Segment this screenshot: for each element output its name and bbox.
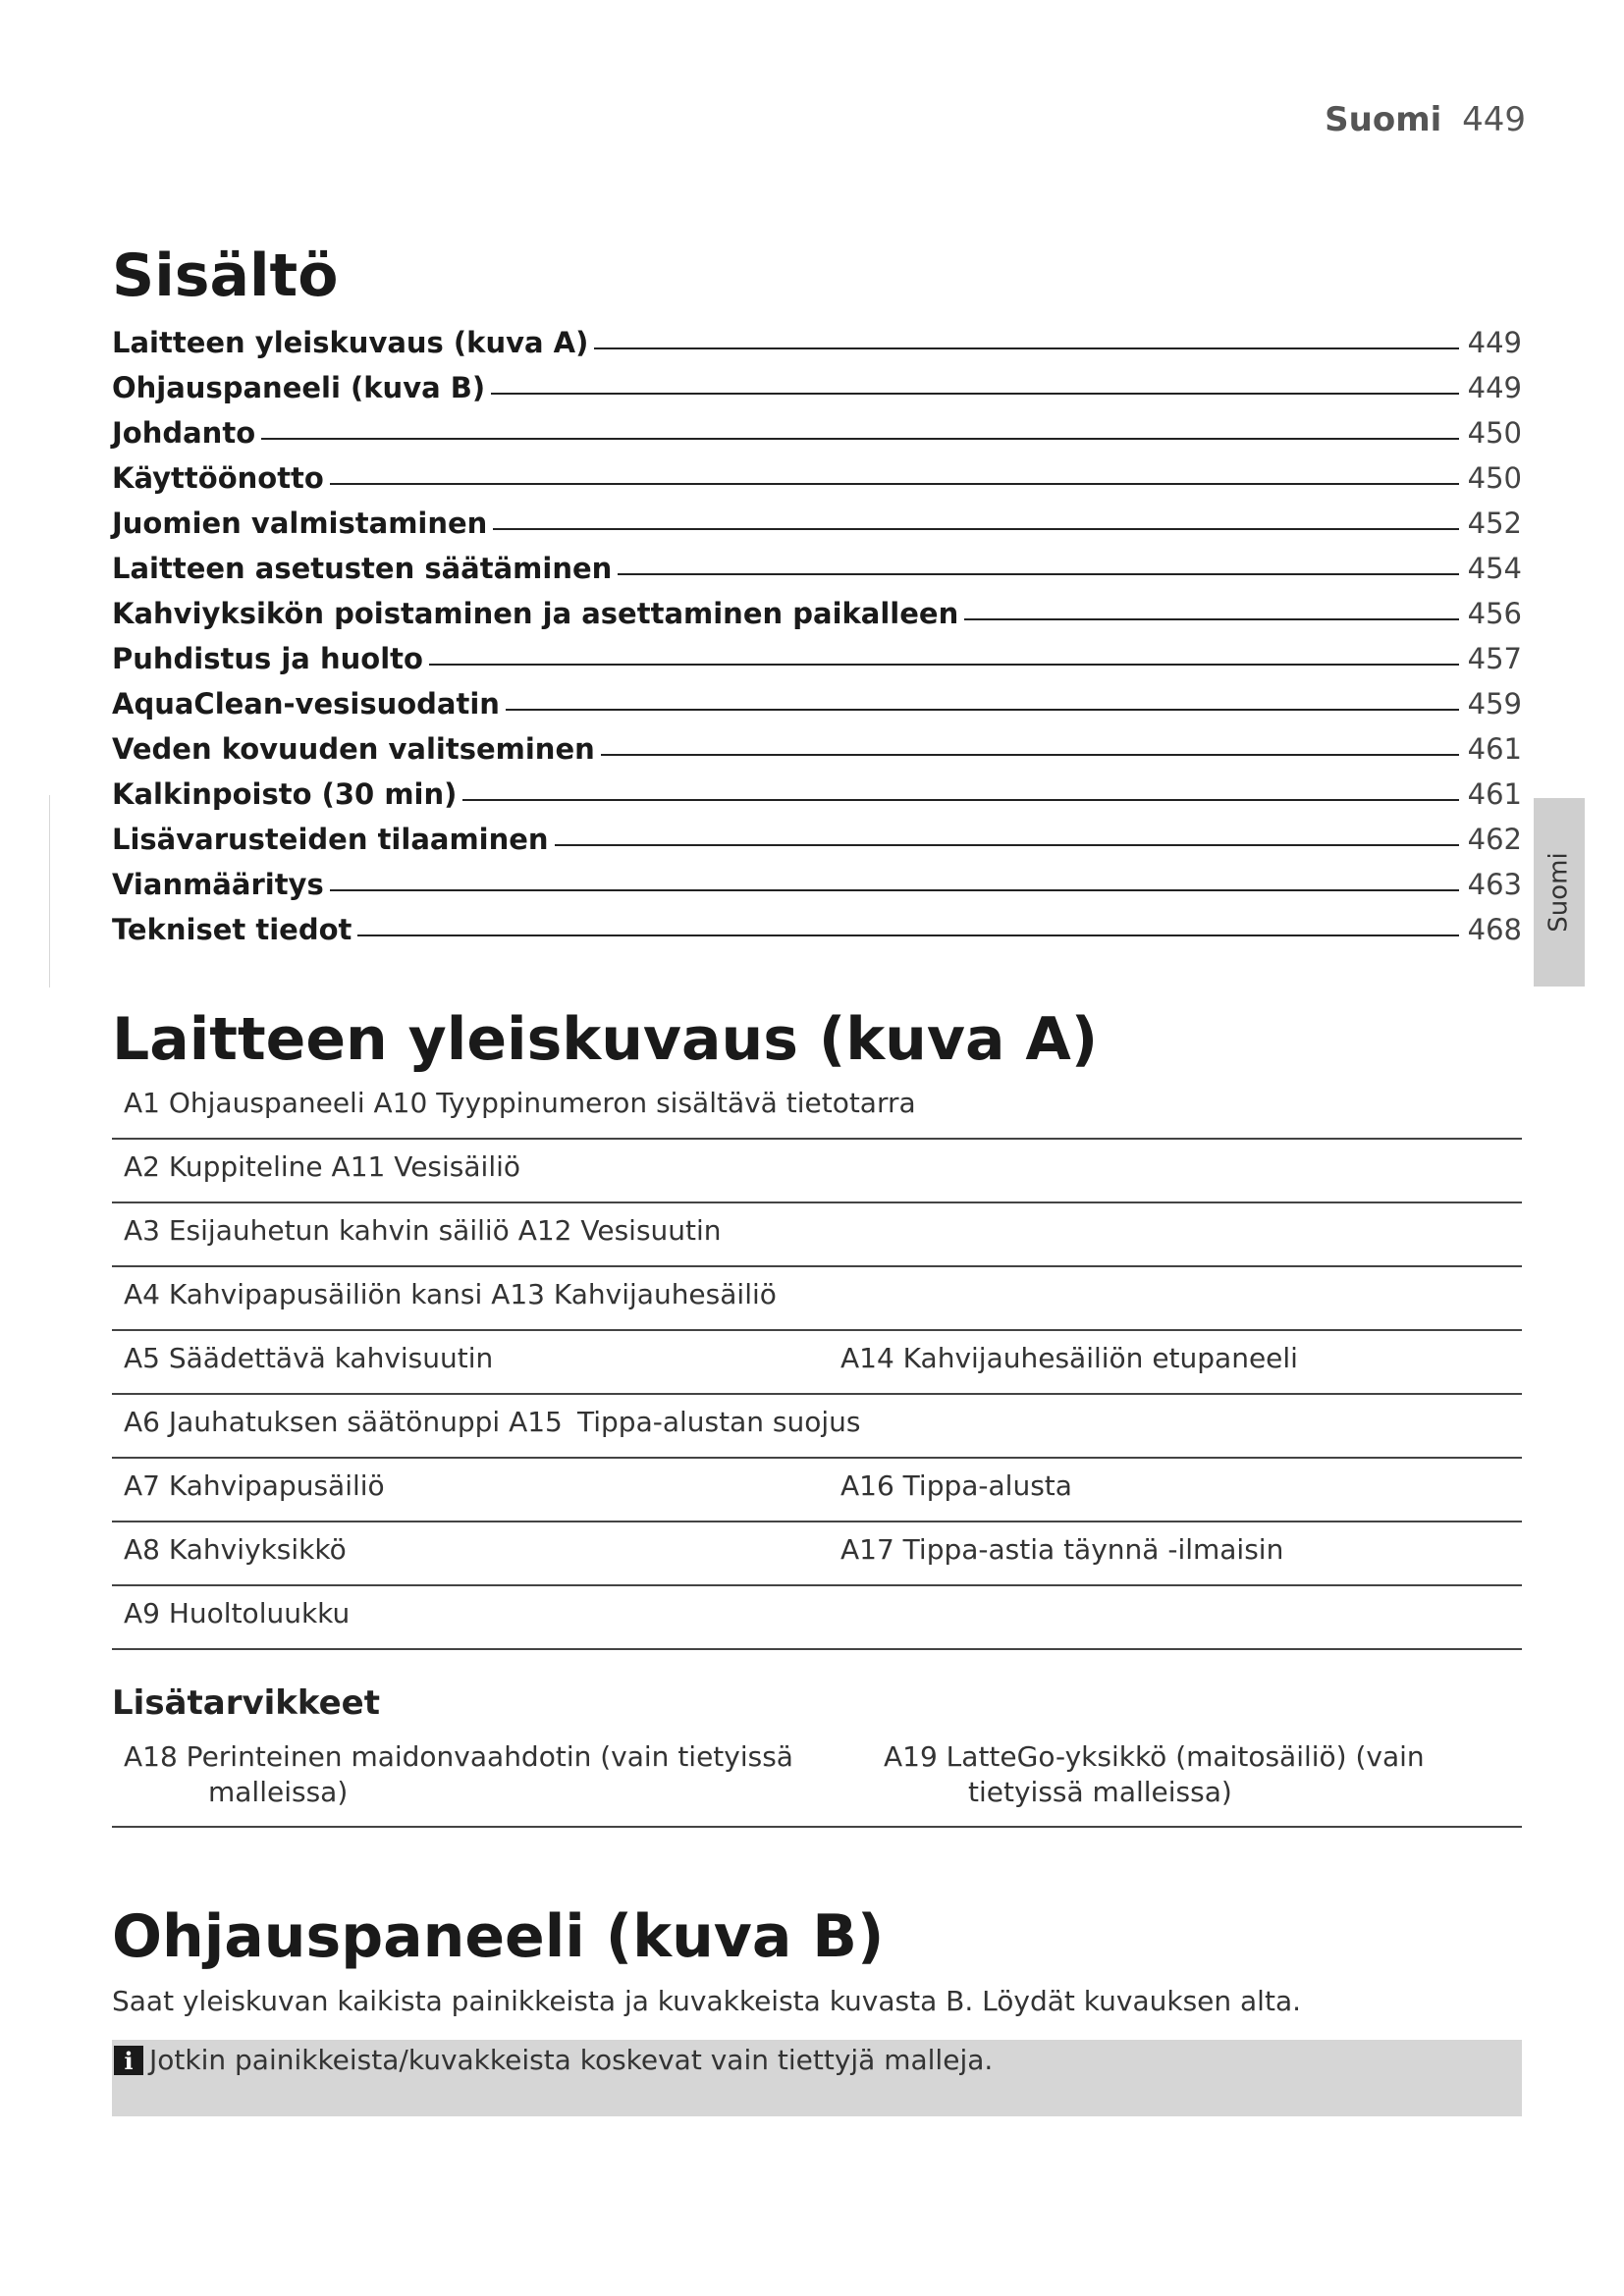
control-panel-intro: Saat yleiskuvan kaikista painikkeista ja kuvakkeista kuvasta B. Löydät kuvauksen alta.: [112, 1985, 1301, 2017]
parts-row: [112, 1140, 1522, 1203]
toc-entry-page: 457: [1467, 642, 1522, 675]
table-of-contents: [112, 314, 1522, 946]
accessory-line: tietyissä malleissa): [968, 1776, 1232, 1808]
info-icon: i: [114, 2046, 143, 2075]
toc-leader: [429, 664, 1459, 666]
header-page-number: 449: [1462, 100, 1526, 139]
side-tab-label: Suomi: [1544, 852, 1575, 933]
toc-leader: [618, 573, 1459, 575]
toc-entry-page: 462: [1467, 823, 1522, 856]
toc-entry[interactable]: [112, 811, 1522, 856]
toc-leader: [491, 393, 1459, 395]
toc-entry-label: Vianmääritys: [112, 868, 324, 901]
control-panel-title: Ohjauspaneeli (kuva B): [112, 1902, 885, 1971]
toc-entry-page: 449: [1467, 371, 1522, 404]
toc-entry-page: 461: [1467, 777, 1522, 811]
accessory-line: A18 Perinteinen maidonvaahdotin (vain tietyissä: [124, 1740, 793, 1773]
toc-entry-label: Käyttöönotto: [112, 461, 324, 495]
toc-entry-label: Johdanto: [112, 416, 256, 450]
toc-leader: [330, 889, 1459, 891]
toc-entry-label: Juomien valmistaminen: [112, 507, 488, 540]
toc-entry[interactable]: [112, 585, 1522, 630]
note-text: Jotkin painikkeista/kuvakkeista koskevat vain tiettyjä malleja.: [149, 2044, 994, 2076]
parts-row: [112, 1586, 1522, 1650]
toc-entry-page: 454: [1467, 552, 1522, 585]
toc-leader: [462, 799, 1459, 801]
toc-entry[interactable]: [112, 630, 1522, 675]
toc-entry[interactable]: [112, 540, 1522, 585]
parts-row: [112, 1331, 1522, 1395]
toc-entry[interactable]: [112, 359, 1522, 404]
toc-entry[interactable]: [112, 404, 1522, 450]
toc-entry-label: Puhdistus ja huolto: [112, 642, 423, 675]
header-language: Suomi: [1325, 100, 1442, 139]
toc-leader: [493, 528, 1459, 530]
toc-entry[interactable]: [112, 766, 1522, 811]
toc-leader: [357, 934, 1459, 936]
toc-title: Sisältö: [112, 241, 339, 310]
accessory-line: A19 LatteGo-yksikkö (maitosäiliö) (vain: [884, 1740, 1425, 1773]
parts-row: [112, 1522, 1522, 1586]
part-item: A16 Tippa-alusta: [840, 1469, 1072, 1502]
part-item: A5 Säädettävä kahvisuutin: [124, 1342, 494, 1374]
part-item: A9 Huoltoluukku: [124, 1597, 351, 1629]
toc-leader: [330, 483, 1459, 485]
accessory-item: [884, 1739, 1425, 1810]
toc-entry-label: Kalkinpoisto (30 min): [112, 777, 458, 811]
toc-leader: [964, 618, 1459, 620]
accessories-list: [112, 1739, 1522, 1828]
parts-row: [112, 1203, 1522, 1267]
toc-leader: [594, 347, 1459, 349]
toc-entry[interactable]: [112, 856, 1522, 901]
toc-entry-page: 463: [1467, 868, 1522, 901]
margin-rule: [49, 795, 50, 988]
part-item: A1 Ohjauspaneeli A10 Tyyppinumeron sisältävä tietotarra: [124, 1087, 916, 1119]
part-item: Tippa-alustan suojus: [577, 1406, 861, 1438]
accessories-title: Lisätarvikkeet: [112, 1683, 380, 1723]
toc-leader: [601, 754, 1459, 756]
part-item: A8 Kahviyksikkö: [124, 1533, 347, 1566]
toc-entry[interactable]: [112, 675, 1522, 721]
note-box: [112, 2040, 1522, 2116]
toc-entry[interactable]: [112, 495, 1522, 540]
parts-row: [112, 1267, 1522, 1331]
overview-title: Laitteen yleiskuvaus (kuva A): [112, 1005, 1099, 1074]
toc-entry-label: Lisävarusteiden tilaaminen: [112, 823, 549, 856]
part-item: A7 Kahvipapusäiliö: [124, 1469, 385, 1502]
toc-entry-label: Veden kovuuden valitseminen: [112, 732, 595, 766]
page-header: [1325, 100, 1526, 139]
toc-entry-page: 459: [1467, 687, 1522, 721]
toc-entry-label: Kahviyksikön poistaminen ja asettaminen paikalleen: [112, 597, 959, 630]
toc-leader: [261, 438, 1459, 440]
part-item: A6 Jauhatuksen säätönuppi A15: [124, 1406, 563, 1438]
part-item: A2 Kuppiteline A11 Vesisäiliö: [124, 1150, 521, 1183]
toc-entry-label: Laitteen yleiskuvaus (kuva A): [112, 326, 589, 359]
parts-list: [112, 1076, 1522, 1650]
toc-entry[interactable]: [112, 450, 1522, 495]
part-item: A4 Kahvipapusäiliön kansi A13 Kahvijauhesäiliö: [124, 1278, 777, 1310]
toc-entry[interactable]: [112, 721, 1522, 766]
toc-entry-page: 450: [1467, 461, 1522, 495]
toc-entry-label: Tekniset tiedot: [112, 913, 352, 946]
toc-entry-label: AquaClean-vesisuodatin: [112, 687, 500, 721]
parts-row: [112, 1076, 1522, 1140]
toc-leader: [506, 709, 1459, 711]
toc-entry-page: 461: [1467, 732, 1522, 766]
toc-entry-page: 452: [1467, 507, 1522, 540]
toc-entry-page: 468: [1467, 913, 1522, 946]
toc-entry-label: Ohjauspaneeli (kuva B): [112, 371, 486, 404]
toc-entry-page: 456: [1467, 597, 1522, 630]
accessory-line: malleissa): [208, 1776, 349, 1808]
toc-leader: [555, 844, 1459, 846]
toc-entry-page: 450: [1467, 416, 1522, 450]
part-item: A14 Kahvijauhesäiliön etupaneeli: [840, 1342, 1298, 1374]
toc-entry-page: 449: [1467, 326, 1522, 359]
language-side-tab: [1534, 798, 1585, 987]
parts-row: [112, 1459, 1522, 1522]
parts-row: [112, 1395, 1522, 1459]
toc-entry[interactable]: [112, 314, 1522, 359]
accessory-item: [124, 1739, 793, 1810]
toc-entry-label: Laitteen asetusten säätäminen: [112, 552, 613, 585]
part-item: A3 Esijauhetun kahvin säiliö A12 Vesisuutin: [124, 1214, 722, 1247]
part-item: A17 Tippa-astia täynnä -ilmaisin: [840, 1533, 1284, 1566]
toc-entry[interactable]: [112, 901, 1522, 946]
